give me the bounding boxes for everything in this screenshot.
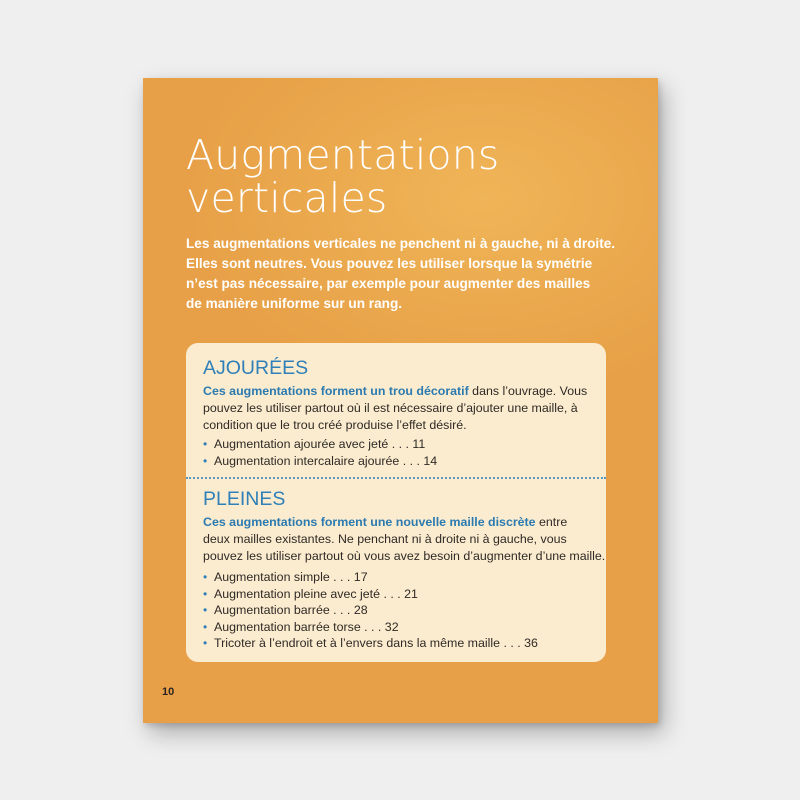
list-item-text: Augmentation simple . . . 17	[214, 570, 368, 584]
section-body-text: dans l’ouvrage. Vous	[468, 384, 588, 398]
list-item	[203, 586, 538, 603]
list-item	[203, 436, 437, 453]
section-body-pleines	[203, 514, 606, 565]
page-number: 10	[162, 686, 175, 698]
list-item	[203, 602, 538, 619]
section-lead: Ces augmentations forment une nouvelle maille discrète	[203, 515, 536, 529]
list-item-text: Augmentation pleine avec jeté . . . 21	[214, 586, 418, 601]
intro-line: Les augmentations verticales ne penchent ni à gauche, ni à droite.	[186, 236, 616, 251]
page-title-line-2: verticales	[186, 174, 388, 222]
intro-line: Elles sont neutres. Vous pouvez les utiliser lorsque la symétrie	[186, 256, 593, 271]
section-title-pleines: PLEINES	[203, 488, 286, 510]
bullet-icon: •	[203, 570, 208, 584]
section-body-text: entre	[535, 515, 568, 529]
list-item-text: Augmentation barrée . . . 28	[214, 603, 368, 618]
bullet-icon: •	[203, 453, 208, 468]
item-list-ajourees	[203, 436, 437, 469]
section-body-line: deux mailles existantes. Ne penchant ni à droite ni à gauche, vous	[203, 532, 567, 546]
section-body-line: pouvez les utiliser partout où il est nécessaire d’ajouter une maille, à	[203, 401, 578, 415]
section-body-line	[203, 514, 603, 531]
list-item-text: Augmentation ajourée avec jeté . . . 11	[214, 437, 426, 451]
section-title-ajourees: AJOURÉES	[203, 357, 309, 379]
section-body-ajourees	[203, 383, 603, 434]
intro-line: de manière uniforme sur un rang.	[186, 296, 403, 311]
list-item-text: Augmentation intercalaire ajourée . . . 14	[214, 453, 438, 468]
intro-line: n’est pas nécessaire, par exemple pour augmenter des mailles	[186, 276, 591, 291]
bullet-icon: •	[203, 619, 208, 634]
bullet-icon: •	[203, 603, 208, 618]
list-item	[203, 619, 538, 636]
list-item-text: Tricoter à l’endroit et à l’envers dans la même maille . . . 36	[214, 636, 538, 651]
section-lead: Ces augmentations forment un trou décoratif	[203, 384, 469, 398]
list-item	[203, 453, 437, 470]
page-title	[186, 131, 500, 222]
intro-paragraph	[186, 234, 626, 314]
list-item	[203, 569, 538, 586]
bullet-icon: •	[203, 586, 208, 601]
section-body-line	[203, 383, 603, 400]
list-item	[203, 635, 538, 652]
bullet-icon: •	[203, 437, 208, 451]
bullet-icon: •	[203, 636, 208, 651]
item-list-pleines	[203, 569, 538, 652]
info-box	[186, 343, 606, 662]
dotted-divider	[186, 477, 606, 479]
section-body-line: pouvez les utiliser partout où vous avez besoin d’augmenter d’une maille.	[203, 549, 606, 563]
section-body-line: condition que le trou créé produise l’effet désiré.	[203, 418, 467, 432]
page-title-line-1: Augmentations	[186, 131, 500, 179]
book-page	[143, 78, 658, 723]
list-item-text: Augmentation barrée torse . . . 32	[214, 619, 399, 634]
